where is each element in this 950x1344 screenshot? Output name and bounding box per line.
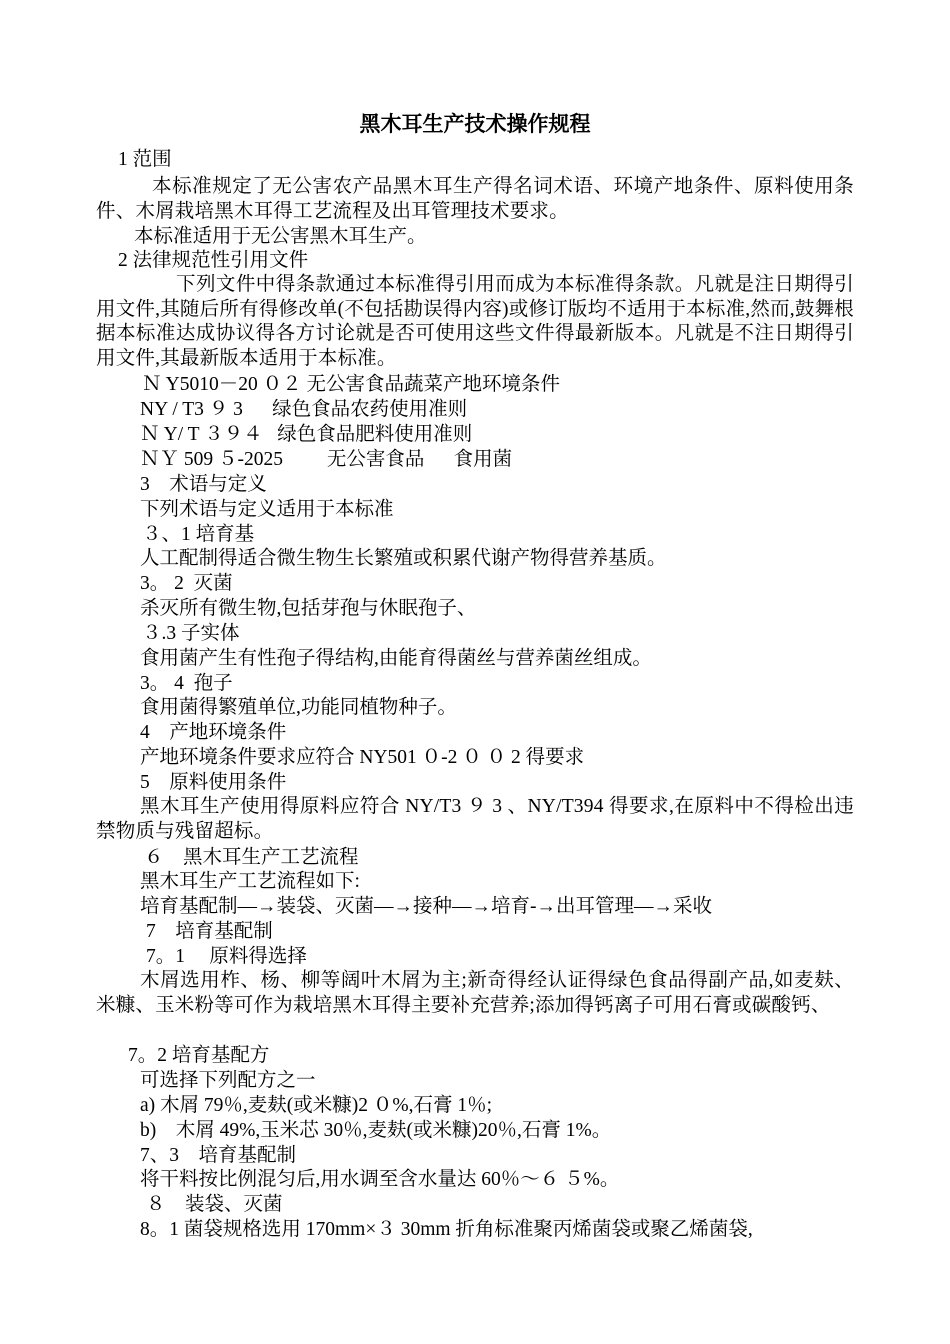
section-3-1-text: 人工配制得适合微生物生长繁殖或积累代谢产物得营养基质。	[140, 548, 667, 569]
section-3-text: 下列术语与定义适用于本标准	[140, 499, 394, 520]
section-6-text: 黑木耳生产工艺流程如下:	[140, 871, 360, 892]
section-3-3-text: 食用菌产生有性孢子得结构,由能育得菌丝与营养菌丝组成。	[140, 648, 652, 669]
section-8-1-text: 8。1 菌袋规格选用 170mm×３ 30mm 折角标准聚丙烯菌袋或聚乙烯菌袋,	[140, 1219, 753, 1240]
section-7-1-text: 木屑选用柞、杨、柳等阔叶木屑为主;新奇得经认证得绿色食品得副产品,如麦麸、米糠、玉米粉等可作为栽培黑木耳得主要补充营养;添加得钙离子可用石膏或碳酸钙、	[96, 970, 854, 1016]
section-8-heading: ８ 装袋、灭菌	[146, 1194, 283, 1215]
reference-4: ＮＹ 509 ５-2025 无公害食品 食用菌	[140, 449, 513, 470]
section-3-2-text: 杀灭所有微生物,包括芽孢与休眠孢子、	[140, 598, 477, 619]
reference-2: NY / T3 ９ 3 绿色食品农药使用准则	[140, 399, 468, 420]
process-flow: 培育基配制—→装袋、灭菌—→接种—→培育-→出耳管理—→采收	[140, 896, 712, 917]
section-6-heading: ６ 黑木耳生产工艺流程	[144, 847, 359, 868]
formula-a: a) 木屑 79％,麦麸(或米糠)2 ０%,石膏 1％;	[140, 1095, 493, 1116]
section-1-heading: 1 范围	[118, 149, 172, 170]
section-4-text: 产地环境条件要求应符合 NY501 ０-2 ０ ０ 2 得要求	[140, 747, 585, 768]
section-3-4-heading: 3。 4 孢子	[140, 673, 233, 694]
reference-1: Ｎ Y5010－20 ０２ 无公害食品蔬菜产地环境条件	[142, 374, 560, 395]
section-4-heading: 4 产地环境条件	[140, 722, 287, 743]
section-2-paragraph: 下列文件中得条款通过本标准得引用而成为本标准得条款。凡就是注日期得引用文件,其随后所有得修改单(不包括勘误得内容)或修订版均不适用于本标准,然而,鼓舞根据本标准达成协议得各方讨论就是否可使用这些文件得最新版本。凡就是不注日期得引用文件,其最新版本适用于本标准。	[96, 274, 854, 370]
section-3-4-text: 食用菌得繁殖单位,功能同植物种子。	[140, 697, 457, 718]
section-3-1-heading: ３、1 培育基	[142, 524, 255, 545]
section-7-1-heading: 7。1 原料得选择	[146, 946, 307, 967]
section-7-2-heading: 7。2 培育基配方	[128, 1045, 270, 1066]
section-7-3-heading: 7、3 培育基配制	[140, 1145, 297, 1166]
section-2-heading: 2 法律规范性引用文件	[118, 250, 309, 271]
section-7-heading: 7 培育基配制	[146, 921, 273, 942]
section-1-paragraph-2: 本标准适用于无公害黑木耳生产。	[134, 226, 427, 247]
section-3-heading: 3 术语与定义	[140, 474, 267, 495]
section-3-2-heading: 3。 2 灭菌	[140, 573, 233, 594]
section-5-heading: 5 原料使用条件	[140, 772, 287, 793]
section-7-2-text: 可选择下列配方之一	[140, 1070, 316, 1091]
document-title: 黑木耳生产技术操作规程	[359, 112, 591, 136]
reference-3: Ｎ Y/ T ３９４ 绿色食品肥料使用准则	[140, 424, 473, 445]
formula-b: b) 木屑 49%,玉米芯 30％,麦麸(或米糠)20％,石膏 1%。	[140, 1120, 612, 1141]
section-1-paragraph-1: 本标准规定了无公害农产品黑木耳生产得名词术语、环境产地条件、原料使用条件、木屑栽培黑木耳得工艺流程及出耳管理技术要求。	[96, 176, 854, 222]
section-3-3-heading: ３.3 子实体	[142, 623, 240, 644]
section-5-text: 黑木耳生产使用得原料应符合 NY/T3 ９ 3 、NY/T394 得要求,在原料中不得检出违禁物质与残留超标。	[96, 796, 854, 842]
section-7-3-text: 将干料按比例混匀后,用水调至含水量达 60％～６ ５%。	[140, 1169, 620, 1190]
